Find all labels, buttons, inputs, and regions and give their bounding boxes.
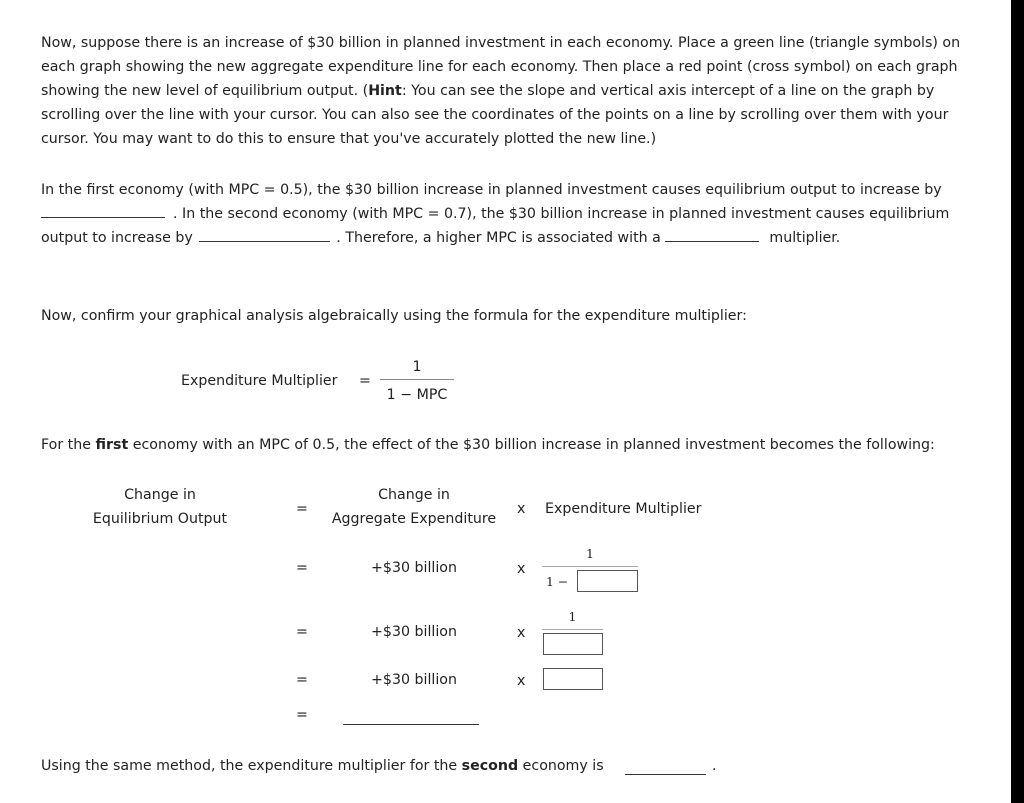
second-economy-text (41, 757, 604, 775)
question-text-1: In the first economy (with MPC = 0.5), the $30 billion increase in planned investment causes equilibrium output to increase by (41, 182, 942, 198)
question-text-3: . Therefore, a higher MPC is associated with a (336, 230, 661, 246)
row1-numerator: 1 (586, 546, 594, 561)
calc-equals-header: = (296, 501, 308, 517)
intro-paragraph (41, 31, 993, 151)
row2-fraction-bar (542, 629, 603, 630)
hint-label: Hint (368, 83, 402, 99)
intro-text-2: : You can see the slope and vertical axis intercept of a line on the graph by scrolling over the line with your cursor. You can also see the coordinates of the points on a line by scrolling over them with your cursor. You may want to do this to ensure that you've accurately plotted the new line.) (41, 83, 949, 147)
calc-times-row3: x (517, 673, 526, 689)
calc-amount-row3: +$30 billion (371, 672, 457, 688)
question-text-2: . In the second economy (with MPC = 0.7), the $30 billion increase in planned investment causes equilibrium output to increase by (41, 206, 950, 246)
row3-multiplier-input[interactable] (543, 668, 603, 690)
row2-numerator: 1 (568, 609, 577, 624)
intro-text-1: Now, suppose there is an increase of $30 billion in planned investment in each economy. Place a green line (triangle symbols) on each graph showing the new aggregate expenditure line for each economy. Then place a red point (cross symbol) on each graph showing the new level of equilibrium output. ( (41, 35, 961, 99)
formula-numerator: 1 (412, 359, 422, 375)
row1-mpc-input[interactable] (577, 570, 638, 592)
confirm-text: Now, confirm your graphical analysis algebraically using the formula for the expenditure multiplier: (41, 308, 747, 324)
calc-times-header: x (517, 501, 526, 517)
calc-col3-line1: Change in (378, 487, 450, 503)
calc-equals-row2: = (296, 624, 308, 640)
row1-fraction-bar (542, 566, 638, 567)
question-paragraph (41, 178, 993, 250)
calc-times-row2: x (517, 625, 526, 641)
calc-equals-row3: = (296, 672, 308, 688)
calc-times-row1: x (517, 561, 526, 577)
calc-equals-row4: = (296, 707, 308, 723)
row1-one-minus: 1 − (546, 574, 569, 589)
first-economy-prefix: For the (41, 437, 96, 453)
blank-output-increase-first[interactable] (41, 202, 165, 218)
second-economy-suffix: economy is (518, 758, 604, 774)
calc-col1-line2: Equilibrium Output (92, 511, 228, 527)
second-multiplier-blank[interactable] (625, 774, 706, 775)
calc-amount-row2: +$30 billion (371, 624, 457, 640)
first-economy-text (41, 436, 935, 454)
formula-label: Expenditure Multiplier (181, 373, 338, 389)
first-economy-bold: first (95, 437, 129, 453)
first-economy-suffix: economy with an MPC of 0.5, the effect of the $30 billion increase in planned investment becomes the following: (128, 437, 935, 453)
question-text-4: multiplier. (769, 230, 841, 246)
result-blank[interactable] (343, 724, 479, 725)
blank-multiplier-size[interactable] (665, 226, 759, 242)
formula-denominator: 1 − MPC (386, 387, 448, 403)
calc-col3-line2: Aggregate Expenditure (331, 511, 497, 527)
formula-fraction-bar (380, 379, 454, 380)
calc-amount-row1: +$30 billion (371, 560, 457, 576)
row2-denominator-input[interactable] (543, 633, 603, 655)
second-economy-period: . (712, 758, 717, 774)
second-economy-prefix: Using the same method, the expenditure multiplier for the (41, 758, 462, 774)
formula-equals: = (359, 373, 371, 389)
calc-col5: Expenditure Multiplier (545, 501, 702, 517)
blank-output-increase-second[interactable] (199, 226, 330, 242)
calc-col1-line1: Change in (124, 487, 196, 503)
second-economy-bold: second (461, 758, 519, 774)
calc-equals-row1: = (296, 560, 308, 576)
